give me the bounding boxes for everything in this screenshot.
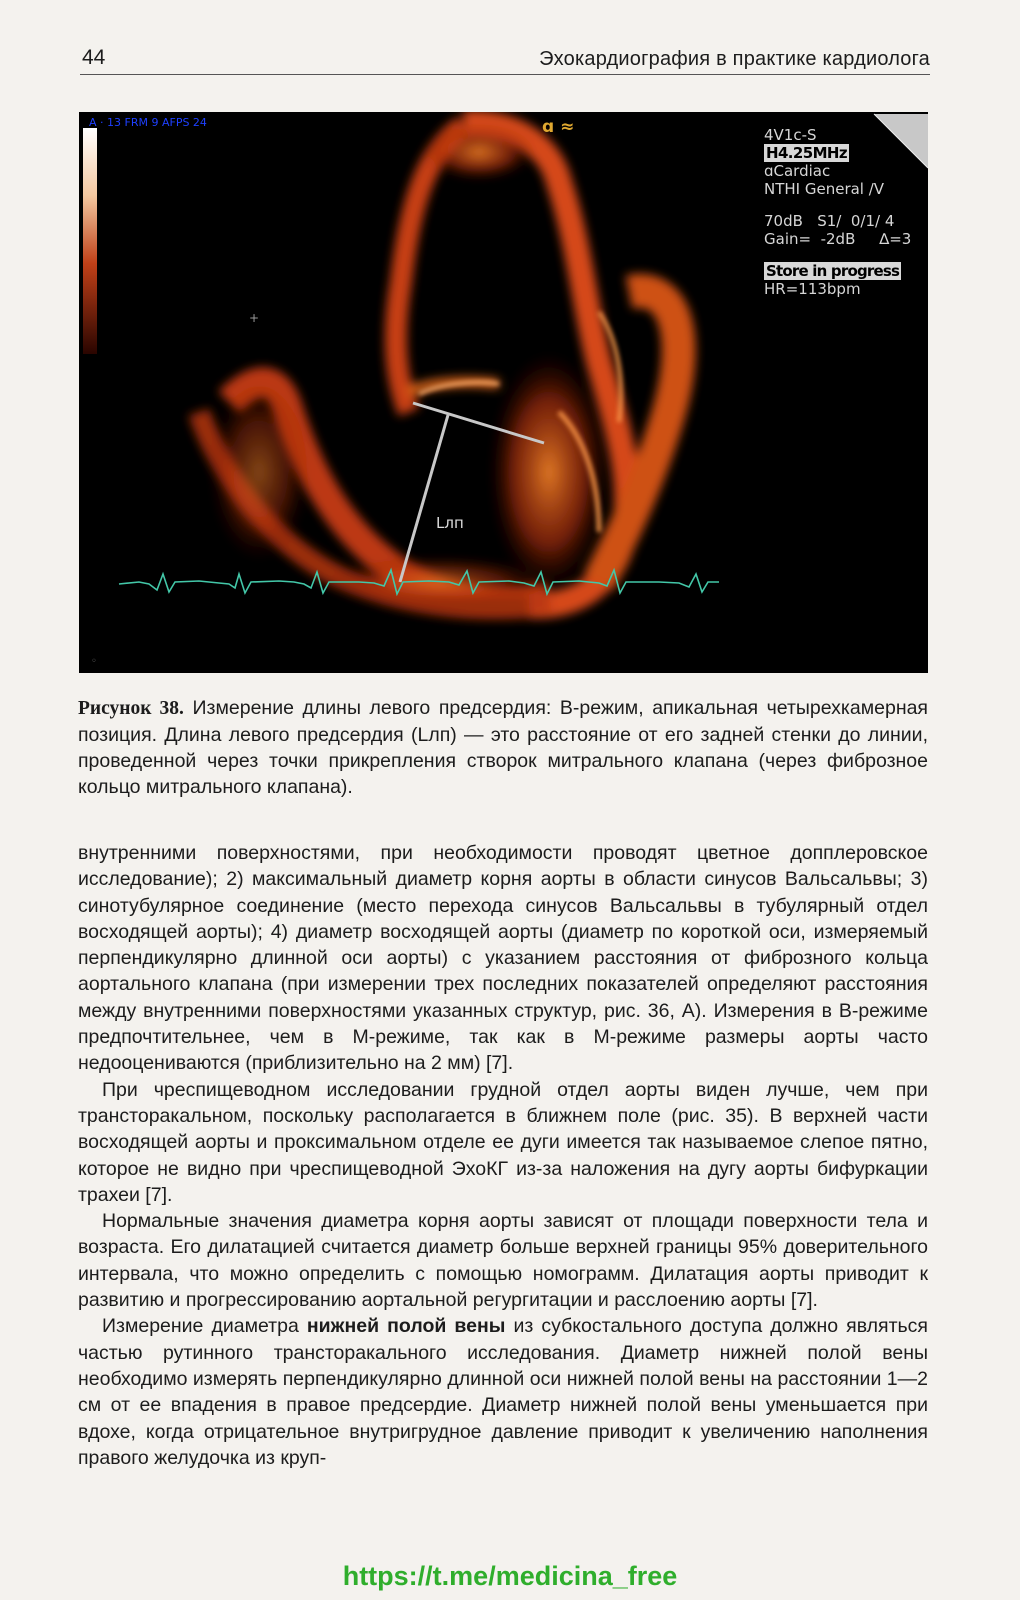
paragraph-4	[78, 1313, 928, 1471]
db-label: 70dB S1/ 0/1/ 4	[764, 212, 895, 230]
figure-caption	[78, 695, 928, 800]
grayscale-bar	[83, 128, 97, 354]
preset-label: ɑCardiac	[764, 162, 831, 180]
paragraph-4-end: из субкостального доступа должно являться частью рутинного трансторакального исследования. Диаметр нижней полой вены необходимо измерять перпендикулярно длинной оси нижней полой вены на расстоянии 1—2 см от ее впадения в правое предсердие. Диаметр нижней полой вены уменьшается при вдохе, когда отрицательное внутригрудное давление приводит к увеличению наполнения правого желудочка из круп-	[78, 1315, 928, 1469]
caption-label: Рисунок 38.	[78, 698, 184, 719]
frequency-label: H4.25MHz	[766, 144, 847, 162]
page-number: 44	[82, 46, 106, 69]
mode-marker: ɑ ≈	[542, 117, 575, 137]
paragraph-1: внутренними поверхностями, при необходимости проводят цветное допплеровское исследование); 2) максимальный диаметр корня аорты в области синусов Вальсальвы; 3) синотубулярное соединение (место перехода синусов Вальсальвы в тубулярный отдел восходящей аорты); 4) диаметр восходящей аорты (диаметр по короткой оси, измеряемый перпендикулярно длинной оси аорты) с указанием расстояния от фиброзного кольца аортального клапана (при измерении трех последних показателей определяют расстояния между внутренними поверхностями указанных структур, рис. 36, А). Измерения в В-режиме предпочтительнее, чем в М-режиме, так как в М-режиме размеры аорты часто недооцениваются (приблизительно на 2 мм) [7].	[78, 842, 928, 1075]
paragraph-2: При чреспищеводном исследовании грудной отдел аорты виден лучше, чем при трансторакальном, поскольку располагается в ближнем поле (рис. 35). В верхней части восходящей аорты и проксимальном отделе ее дуги имеется так называемое слепое пятно, которое не видно при чреспищеводной ЭхоКГ из-за наложения на дугу аорты бифуркации трахеи [7].	[78, 1078, 928, 1206]
running-title: Эхокардиография в практике кардиолога	[539, 48, 930, 70]
store-status: Store in progress	[766, 262, 900, 280]
measurement-label: Lлп	[436, 514, 464, 532]
gain-label: Gain= -2dB ∆=3	[764, 230, 912, 248]
paragraph-4-bold: нижней полой вены	[306, 1315, 506, 1338]
echo-figure	[79, 112, 928, 673]
svg-text:+: +	[249, 311, 260, 325]
mode-label: NTHI General /V	[764, 180, 885, 198]
body-text	[78, 840, 928, 1471]
paragraph-3: Нормальные значения диаметра корня аорты зависят от площади поверхности тела и возраста. Его дилатацией считается диаметр больше верхней границы 95% доверительного интервала, что можно определить с помощью номограмм. Дилатация аорты приводит к развитию и прогрессированию аортальной регургитации и расслоению аорты [7].	[78, 1210, 928, 1312]
probe-label: 4V1c-S	[764, 126, 817, 144]
heart-rate-label: HR=113bpm	[764, 280, 861, 298]
acquisition-parameters	[764, 126, 911, 298]
svg-text:◦: ◦	[91, 656, 97, 667]
frame-info: A · 13 FRM 9 AFPS 24	[89, 116, 207, 129]
page-header	[80, 44, 930, 75]
footer-link[interactable]: https://t.me/medicina_free	[342, 1561, 678, 1591]
caption-text: Измерение длины левого предсердия: В-режим, апикальная четырехкамерная позиция. Длина левого предсердия (Lлп) — это расстояние от его задней стенки до линии, проведенной через точки прикрепления створок митрального клапана (через фиброзное кольцо митрального клапана).	[78, 697, 928, 798]
paragraph-4-start: Измерение диаметра	[102, 1315, 307, 1338]
